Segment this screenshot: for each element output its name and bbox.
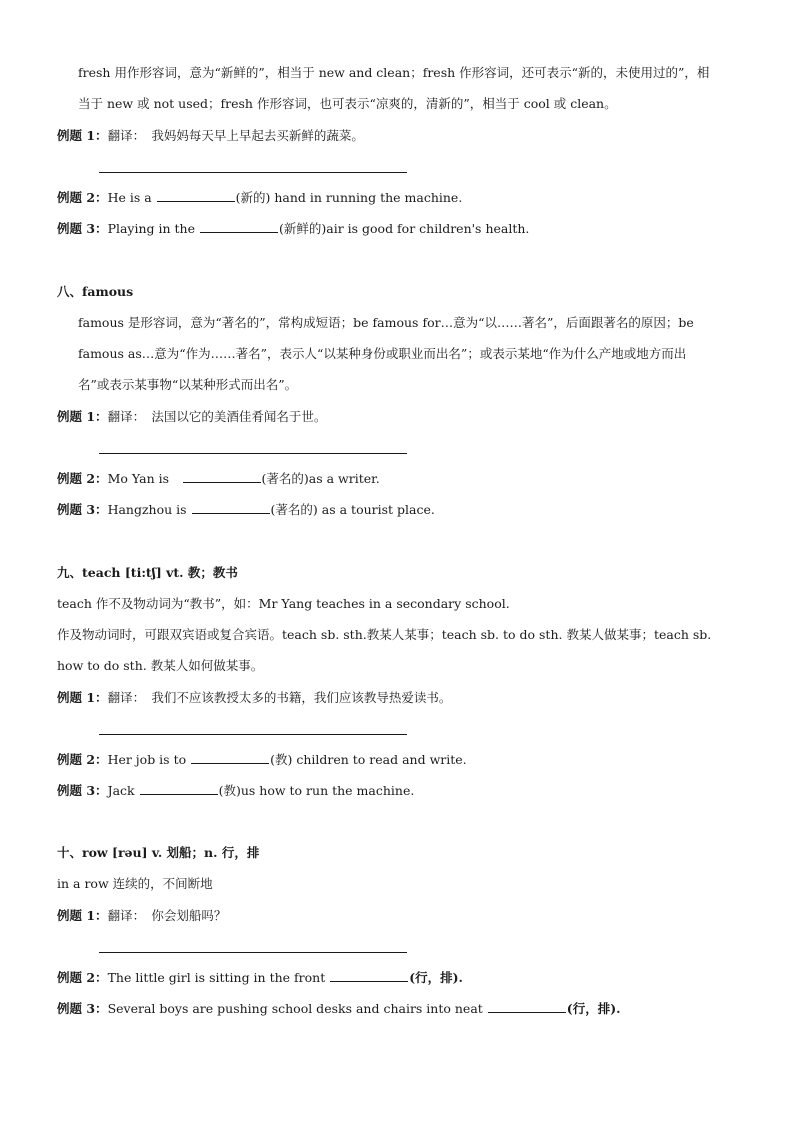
teach-example-1 (57, 690, 451, 706)
example-text: 翻译： 我妈妈每天早上早起去买新鲜的蔬菜。 (107, 128, 364, 143)
example-label: 例题 2： (57, 471, 108, 486)
example-label: 例题 1： (57, 128, 108, 143)
row-explanation-line-1: in a row 连续的，不间断地 (57, 876, 213, 891)
example-text-pre: Her job is to (107, 752, 191, 767)
teach-explanation-line-1: teach 作不及物动词为“教书”，如：Mr Yang teaches in a secondary school. (57, 596, 510, 611)
teach-example-3 (57, 783, 414, 799)
example-text: 翻译： 你会划船吗？ (107, 908, 227, 923)
example-text-pre: The little girl is sitting in the front (107, 970, 330, 985)
teach-explanation-line-2: 作及物动词时，可跟双宾语或复合宾语。teach sb. sth.教某人某事；teach sb. to do sth. 教某人做某事；teach sb. (57, 627, 712, 642)
answer-line[interactable] (99, 453, 407, 454)
famous-example-3 (57, 502, 435, 518)
example-label: 例题 1： (57, 908, 108, 923)
fill-blank[interactable] (192, 502, 270, 514)
famous-heading: 八、famous (57, 284, 134, 299)
example-text-post: (教)us how to run the machine. (218, 783, 415, 798)
row-heading: 十、row [rəu] v. 划船；n. 行，排 (57, 845, 260, 860)
fresh-example-2 (57, 190, 462, 206)
fill-blank[interactable] (200, 221, 278, 233)
example-text-post: (行，排). (409, 970, 463, 985)
example-label: 例题 2： (57, 970, 108, 985)
answer-line[interactable] (99, 952, 407, 953)
fill-blank[interactable] (330, 970, 408, 982)
answer-line[interactable] (99, 734, 407, 735)
famous-explanation-line-1: famous 是形容词，意为“著名的”，常构成短语；be famous for…意为“以……著名”，后面跟著名的原因；be (78, 315, 694, 330)
famous-explanation-line-2: famous as…意为“作为……著名”，表示人“以某种身份或职业而出名”；或表示某地“作为什么产地或地方而出 (78, 346, 687, 361)
teach-explanation-line-3: how to do sth. 教某人如何做某事。 (57, 658, 264, 673)
fill-blank[interactable] (140, 783, 218, 795)
example-text-post: (教) children to read and write. (270, 752, 467, 767)
fill-blank[interactable] (488, 1001, 566, 1013)
famous-explanation-line-3: 名”或表示某事物“以某种形式而出名”。 (78, 377, 298, 392)
row-example-2 (57, 970, 463, 986)
example-label: 例题 1： (57, 690, 108, 705)
teach-heading: 九、teach [ti:tʃ] vt. 教；教书 (57, 565, 238, 580)
example-text-post: (行，排). (566, 1001, 621, 1016)
example-text-post: (新的) hand in running the machine. (235, 190, 463, 205)
fill-blank[interactable] (183, 471, 261, 483)
fresh-explanation-line-2: 当于 new 或 not used；fresh 作形容词，也可表示“凉爽的，清新的”，相当于 cool 或 clean。 (78, 96, 617, 111)
example-text-post: (新鲜的)air is good for children's health. (278, 221, 530, 236)
example-text-pre: Jack (107, 783, 139, 798)
fill-blank[interactable] (157, 190, 235, 202)
example-label: 例题 2： (57, 190, 108, 205)
example-text-pre: Hangzhou is (107, 502, 191, 517)
example-label: 例题 3： (57, 221, 108, 236)
fresh-explanation-line-1: fresh 用作形容词，意为“新鲜的”，相当于 new and clean；fresh 作形容词，还可表示“新的，未使用过的”，相 (78, 65, 710, 80)
row-example-3 (57, 1001, 620, 1017)
famous-example-1 (57, 409, 326, 425)
example-label: 例题 1： (57, 409, 108, 424)
example-label: 例题 3： (57, 1001, 108, 1016)
example-text: 翻译： 法国以它的美酒佳肴闻名于世。 (107, 409, 327, 424)
example-label: 例题 3： (57, 502, 108, 517)
example-text-pre: Several boys are pushing school desks and chairs into neat (107, 1001, 487, 1016)
row-example-1 (57, 908, 226, 924)
famous-example-2 (57, 471, 380, 487)
example-text-post: (著名的) as a tourist place. (270, 502, 435, 517)
example-label: 例题 2： (57, 752, 108, 767)
fill-blank[interactable] (191, 752, 269, 764)
fresh-example-3 (57, 221, 529, 237)
example-text-post: (著名的)as a writer. (261, 471, 380, 486)
example-text-pre: He is a (107, 190, 156, 205)
fresh-example-1 (57, 128, 364, 144)
example-text-pre: Playing in the (107, 221, 199, 236)
example-text: 翻译： 我们不应该教授太多的书籍，我们应该教导热爱读书。 (107, 690, 452, 705)
example-text-pre: Mo Yan is (107, 471, 182, 486)
example-label: 例题 3： (57, 783, 108, 798)
teach-example-2 (57, 752, 467, 768)
answer-line[interactable] (99, 172, 407, 173)
